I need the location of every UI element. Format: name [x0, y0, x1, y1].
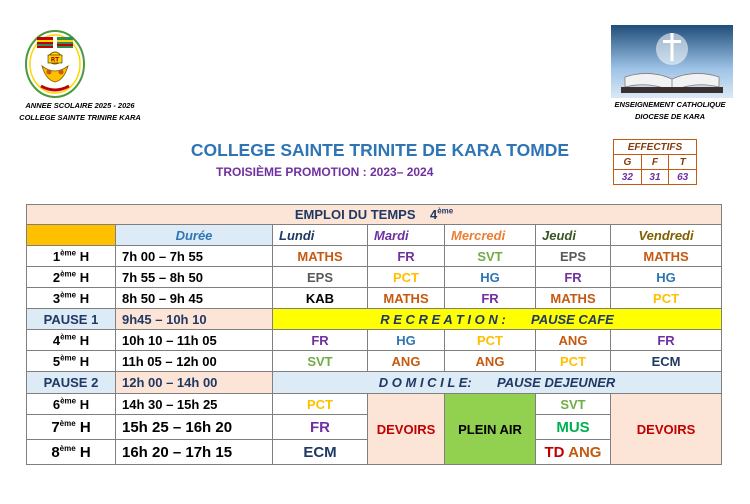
hour-5: 5ème H — [27, 351, 116, 372]
duree-7: 15h 25 – 16h 20 — [116, 415, 273, 440]
cell-5-vendredi: ECM — [611, 351, 722, 372]
cell-2-mercredi: HG — [445, 267, 536, 288]
hour-3: 3ème H — [27, 288, 116, 309]
domicile-label: D O M I C I L E: — [378, 375, 472, 390]
duree-4: 10h 10 – 11h 05 — [116, 330, 273, 351]
cell-4-mardi: HG — [368, 330, 445, 351]
school-name: COLLEGE SAINTE TRINIRE KARA — [19, 113, 141, 122]
effectifs-header-g: G — [614, 155, 642, 170]
cell-5-lundi: SVT — [273, 351, 368, 372]
cell-7-jeudi: MUS — [536, 415, 611, 440]
cell-8-jeudi — [536, 440, 611, 465]
hour-7: 7ème H — [27, 415, 116, 440]
duree-3: 8h 50 – 9h 45 — [116, 288, 273, 309]
school-emblem — [24, 28, 86, 98]
effectifs-value-f: 31 — [641, 170, 669, 185]
pause-dejeuner-label: PAUSE DEJEUNER — [497, 375, 616, 390]
cell-2-mardi: PCT — [368, 267, 445, 288]
duree-2: 7h 55 – 8h 50 — [116, 267, 273, 288]
enseignement-label: ENSEIGNEMENT CATHOLIQUE — [614, 100, 726, 109]
cell-5-jeudi: PCT — [536, 351, 611, 372]
timetable-class-sup: ème — [437, 206, 454, 216]
timetable-class: 4 — [429, 207, 438, 222]
cell-1-mercredi: SVT — [445, 246, 536, 267]
page-subtitle: TROISIÈME PROMOTION : 2023– 2024 — [216, 165, 434, 179]
plein-air: PLEIN AIR — [445, 394, 536, 465]
cell-6-lundi: PCT — [273, 394, 368, 415]
cell-3-mercredi: FR — [445, 288, 536, 309]
cell-5-mardi: ANG — [368, 351, 445, 372]
diocese-label: DIOCESE DE KARA — [634, 112, 705, 121]
pause2-text — [273, 372, 722, 394]
cell-1-mardi: FR — [368, 246, 445, 267]
pause1-duree: 9h45 – 10h 10 — [116, 309, 273, 330]
table-row — [27, 246, 722, 267]
school-info — [0, 100, 160, 124]
cell-7-lundi: FR — [273, 415, 368, 440]
effectifs-table — [613, 139, 697, 185]
effectifs-header-t: T — [669, 155, 697, 170]
day-header-lundi: Lundi — [273, 225, 368, 246]
cell-2-vendredi: HG — [611, 267, 722, 288]
cell-4-mercredi: PCT — [445, 330, 536, 351]
hour-2: 2ème H — [27, 267, 116, 288]
effectifs-value-g: 32 — [614, 170, 642, 185]
cell-1-lundi: MATHS — [273, 246, 368, 267]
day-header-mercredi: Mercredi — [445, 225, 536, 246]
devoirs-mardi: DEVOIRS — [368, 394, 445, 465]
devoirs-vendredi: DEVOIRS — [611, 394, 722, 465]
cell-3-jeudi: MATHS — [536, 288, 611, 309]
midday-rows — [27, 330, 722, 372]
duree-6: 14h 30 – 15h 25 — [116, 394, 273, 415]
cell-4-jeudi: ANG — [536, 330, 611, 351]
duree-1: 7h 00 – 7h 55 — [116, 246, 273, 267]
duree-5: 11h 05 – 12h 00 — [116, 351, 273, 372]
effectifs-header-f: F — [641, 155, 669, 170]
day-header-jeudi: Jeudi — [536, 225, 611, 246]
effectifs-label: EFFECTIFS — [614, 140, 697, 155]
hour-6: 6ème H — [27, 394, 116, 415]
pause2-label: PAUSE 2 — [27, 372, 116, 394]
cell-1-vendredi: MATHS — [611, 246, 722, 267]
duree-header: Durée — [116, 225, 273, 246]
hour-4: 4ème H — [27, 330, 116, 351]
cell-2-lundi: EPS — [273, 267, 368, 288]
cell-3-mardi: MATHS — [368, 288, 445, 309]
pause2-duree: 12h 00 – 14h 00 — [116, 372, 273, 394]
pause1-label: PAUSE 1 — [27, 309, 116, 330]
hour-8: 8ème H — [27, 440, 116, 465]
school-year: ANNEE SCOLAIRE 2025 - 2026 — [25, 101, 135, 110]
page-title: COLLEGE SAINTE TRINITE DE KARA TOMDE — [190, 140, 570, 160]
cell-8-jeudi-td: TD — [544, 443, 565, 461]
hour-header — [27, 225, 116, 246]
table-row — [27, 351, 722, 372]
cell-8-lundi: ECM — [273, 440, 368, 465]
cell-3-lundi: KAB — [273, 288, 368, 309]
day-header-mardi: Mardi — [368, 225, 445, 246]
timetable-title — [27, 205, 722, 225]
cell-1-jeudi: EPS — [536, 246, 611, 267]
cell-5-mercredi: ANG — [445, 351, 536, 372]
pause-cafe-label: PAUSE CAFE — [530, 311, 614, 327]
cell-4-lundi: FR — [273, 330, 368, 351]
effectifs-value-t: 63 — [669, 170, 697, 185]
cell-2-jeudi: FR — [536, 267, 611, 288]
timetable — [26, 204, 722, 465]
table-row — [27, 288, 722, 309]
cell-8-jeudi-ang: ANG — [568, 443, 602, 461]
cell-3-vendredi: PCT — [611, 288, 722, 309]
table-row — [27, 267, 722, 288]
hour-1: 1ème H — [27, 246, 116, 267]
pause1-text — [273, 309, 722, 330]
recreation-label: R E C R E A T I O N : — [380, 311, 506, 327]
diocese-info — [590, 99, 750, 123]
timetable-title-text: EMPLOI DU TEMPS — [294, 207, 416, 222]
day-header-vendredi: Vendredi — [611, 225, 722, 246]
cell-6-jeudi: SVT — [536, 394, 611, 415]
cell-4-vendredi: FR — [611, 330, 722, 351]
svg-text:RT: RT — [50, 56, 60, 64]
table-row — [27, 330, 722, 351]
bible-image — [611, 25, 733, 98]
morning-rows — [27, 246, 722, 309]
duree-8: 16h 20 – 17h 15 — [116, 440, 273, 465]
